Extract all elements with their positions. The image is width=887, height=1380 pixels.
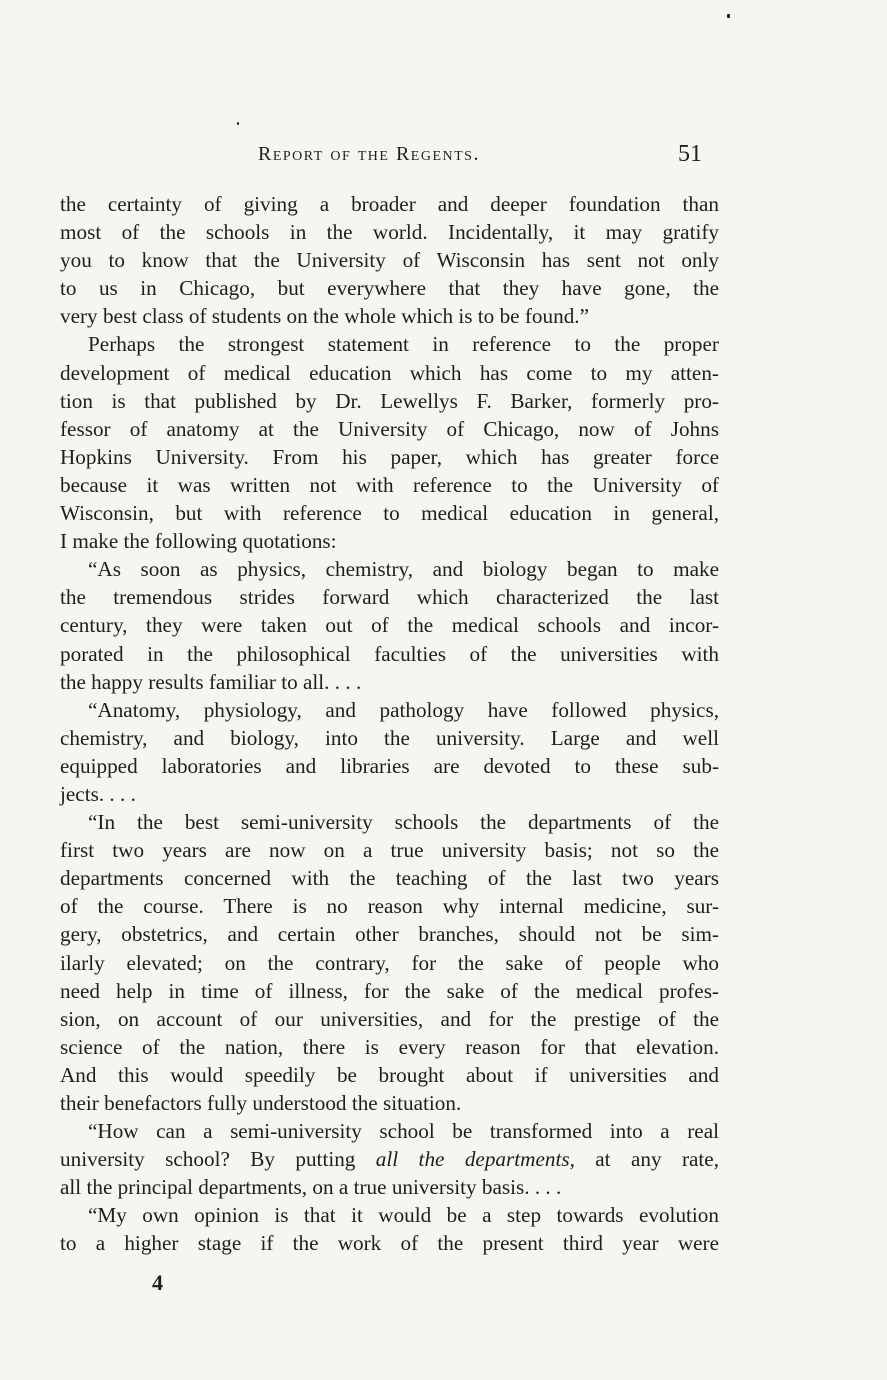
text-line: equipped laboratories and libraries are devoted to these sub- (60, 753, 719, 778)
text-line: most of the schools in the world. Incidentally, it may gratify (60, 220, 719, 245)
text-line: the happy results familiar to all. . . . (60, 669, 362, 694)
text-line: the certainty of giving a broader and deeper foundation than (60, 192, 719, 216)
ink-speck (727, 14, 730, 18)
text-line: “In the best semi-university schools the departments of the (88, 810, 719, 835)
quotation-2 (60, 696, 719, 808)
text-line: Perhaps the strongest statement in reference to the proper (88, 332, 719, 357)
text-line: Wisconsin, but with reference to medical education in general, (60, 501, 719, 526)
text-line: because it was written not with reference to the University of (60, 472, 719, 497)
text-line: you to know that the University of Wisconsin has sent not only (60, 248, 719, 273)
text-line: “How can a semi-university school be transformed into a real (88, 1119, 719, 1144)
quotation-5 (60, 1201, 719, 1257)
quotation-1 (60, 555, 719, 695)
text-line: to a higher stage if the work of the present third year were (60, 1231, 719, 1256)
page-number: 51 (678, 141, 702, 167)
body-text (60, 190, 719, 1258)
text-line: And this would speedily be brought about if universities and (60, 1062, 719, 1087)
text-line: I make the following quotations: (60, 529, 337, 554)
header-title: Report of the Regents. (258, 143, 480, 165)
text-line: all the principal departments, on a true university basis. . . . (60, 1175, 562, 1200)
quotation-3 (60, 808, 719, 1117)
text-line-mixed (60, 1145, 719, 1173)
text-line: very best class of students on the whole which is to be found.” (60, 304, 589, 329)
text-line: fessor of anatomy at the University of Chicago, now of Johns (60, 416, 719, 441)
text-line: to us in Chicago, but everywhere that they have gone, the (60, 276, 719, 301)
text-line: “As soon as physics, chemistry, and biology began to make (88, 557, 719, 582)
text-line: Hopkins University. From his paper, which has greater force (60, 444, 719, 469)
text-fragment: university school? By putting (60, 1147, 376, 1172)
text-line: first two years are now on a true university basis; not so the (60, 838, 719, 863)
ink-speck (237, 122, 239, 125)
text-line: need help in time of illness, for the sake of the medical profes- (60, 978, 719, 1003)
text-line: chemistry, and biology, into the university. Large and well (60, 725, 719, 750)
running-header (0, 143, 887, 173)
text-line: tion is that published by Dr. Lewellys F. Barker, formerly pro- (60, 388, 719, 413)
text-line: gery, obstetrics, and certain other branches, should not be sim- (60, 922, 719, 947)
text-line: sion, on account of our universities, and for the prestige of the (60, 1006, 719, 1031)
text-line: science of the nation, there is every reason for that elevation. (60, 1034, 719, 1059)
italic-phrase: all the departments, (375, 1147, 575, 1172)
text-line: “Anatomy, physiology, and pathology have followed physics, (88, 697, 719, 722)
text-line: jects. . . . (60, 781, 136, 806)
text-line: of the course. There is no reason why internal medicine, sur- (60, 894, 719, 919)
quotation-4 (60, 1117, 719, 1201)
text-line: century, they were taken out of the medical schools and incor- (60, 613, 719, 638)
paragraph-2 (60, 330, 719, 555)
paragraph-1 (60, 190, 719, 330)
signature-mark: 4 (152, 1270, 163, 1295)
text-fragment: at any rate, (574, 1147, 719, 1172)
text-line: their benefactors fully understood the situation. (60, 1091, 462, 1115)
text-line: porated in the philosophical faculties of the universities with (60, 641, 719, 666)
text-line: development of medical education which has come to my atten- (60, 360, 719, 385)
text-line: the tremendous strides forward which characterized the last (60, 585, 719, 610)
text-line: ilarly elevated; on the contrary, for the sake of people who (60, 950, 719, 975)
text-line: “My own opinion is that it would be a step towards evolution (88, 1203, 719, 1228)
text-line: departments concerned with the teaching of the last two years (60, 866, 719, 891)
